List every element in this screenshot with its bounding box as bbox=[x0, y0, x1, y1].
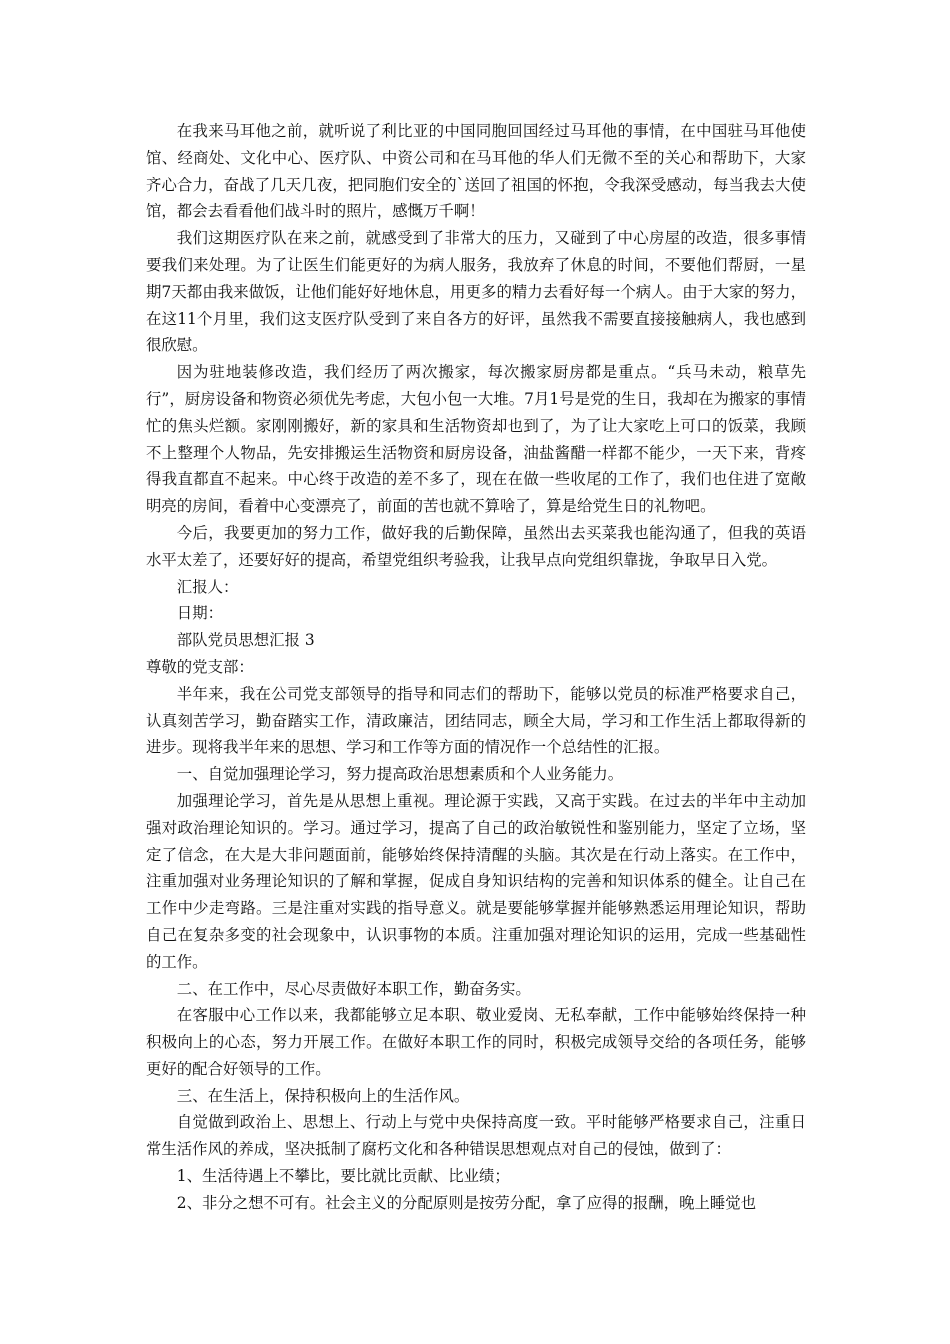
paragraph-relocation: 因为驻地装修改造，我们经历了两次搬家，每次搬家厨房都是重点。“兵马未动，粮草先行”，厨房设备和物资必须优先考虑，大包小包一大堆。7月1号是党的生日，我却在为搬家的事情忙的焦头烂额。家刚刚搬好，新的家具和生活物资却也到了，为了让大家吃上可口的饭菜，我顾不上整理个人物品，先安排搬运生活物资和厨房设备，油盐酱醋一样都不能少，一天下来，背疼得我直都直不起来。中心终于改造的差不多了，现在在做一些收尾的工作了，我们也住进了宽敞明亮的房间，看着中心变漂亮了，前面的苦也就不算啥了，算是给党生日的礼物吧。 bbox=[146, 363, 806, 516]
date-label: 日期： bbox=[176, 604, 223, 623]
paragraph-work-duty: 在客服中心工作以来，我都能够立足本职、敬业爱岗、无私奉献，工作中能够始终保持一种积极向上的心态，努力开展工作。在做好本职工作的同时，积极完成领导交给的各项任务，能够更好的配合好领导的工作。 bbox=[146, 1006, 806, 1078]
paragraph-life-style: 自觉做到政治上、思想上、行动上与党中央保持高度一致。平时能够严格要求自己，注重日常生活作风的养成，坚决抵制了腐朽文化和各种错误思想观点对自己的侵蚀，做到了： bbox=[146, 1113, 806, 1159]
heading-theory-study: 一、自觉加强理论学习，努力提高政治思想素质和个人业务能力。 bbox=[176, 765, 624, 784]
paragraph-half-year-intro: 半年来，我在公司党支部领导的指导和同志们的帮助下，能够以党员的标准严格要求自己，认真刻苦学习，勤奋踏实工作，清政廉洁，团结同志，顾全大局，学习和工作生活上都取得新的进步。现将我半年来的思想、学习和工作等方面的情况作一个总结性的汇报。 bbox=[146, 684, 806, 757]
reporter-label: 汇报人： bbox=[176, 577, 239, 596]
paragraph-malta-arrival: 在我来马耳他之前，就听说了利比亚的中国同胞回国经过马耳他的事情，在中国驻马耳他使馆、经商处、文化中心、医疗队、中资公司和在马耳他的华人们无微不至的关心和帮助下，大家齐心合力，奋战了几天几夜，把同胞们安全的`送回了祖国的怀抱，令我深受感动，每当我去大使馆，都会去看看他们战斗时的照片，感慨万千啊！ bbox=[146, 122, 806, 221]
paragraph-theory-study: 加强理论学习，首先是从思想上重视。理论源于实践，又高于实践。在过去的半年中主动加强对政治理论知识的。学习。通过学习，提高了自己的政治敏锐性和鉴别能力，坚定了立场，坚定了信念，在大是大非问题面前，能够始终保持清醒的头脑。其次是在行动上落实。在工作中，注重加强对业务理论知识的了解和掌握，促成自身知识结构的完善和知识体系的健全。让自己在工作中少走弯路。三是注重对实践的指导意义。就是要能够掌握并能够熟悉运用理论知识，帮助自己在复杂多变的社会现象中，认识事物的本质。注重加强对理论知识的运用，完成一些基础性的工作。 bbox=[146, 791, 806, 971]
salutation: 尊敬的党支部： bbox=[146, 657, 254, 676]
list-item-1: 1、生活待遇上不攀比，要比就比贡献、比业绩； bbox=[176, 1167, 510, 1186]
paragraph-future-plans: 今后，我要更加的努力工作，做好我的后勤保障，虽然出去买菜我也能沟通了，但我的英语水平太差了，还要好好的提高，希望党组织考验我，让我早点向党组织靠拢，争取早日入党。 bbox=[146, 523, 806, 569]
document-body bbox=[146, 118, 806, 1217]
list-item-2: 2、非分之想不可有。社会主义的分配原则是按劳分配，拿了应得的报酬，晚上睡觉也 bbox=[176, 1193, 757, 1212]
section-title: 部队党员思想汇报 3 bbox=[176, 631, 315, 650]
heading-work-duty: 二、在工作中，尽心尽责做好本职工作，勤奋务实。 bbox=[176, 979, 531, 998]
heading-life-style: 三、在生活上，保持积极向上的生活作风。 bbox=[176, 1086, 470, 1105]
paragraph-medical-team: 我们这期医疗队在来之前，就感受到了非常大的压力，又碰到了中心房屋的改造，很多事情要我们来处理。为了让医生们能更好的为病人服务，我放弃了休息的时间，不要他们帮厨，一星期7天都由我来做饭，让他们能好好地休息，用更多的精力去看好每一个病人。由于大家的努力，在这11个月里，我们这支医疗队受到了来自各方的好评，虽然我不需要直接接触病人，我也感到很欣慰。 bbox=[146, 229, 806, 355]
